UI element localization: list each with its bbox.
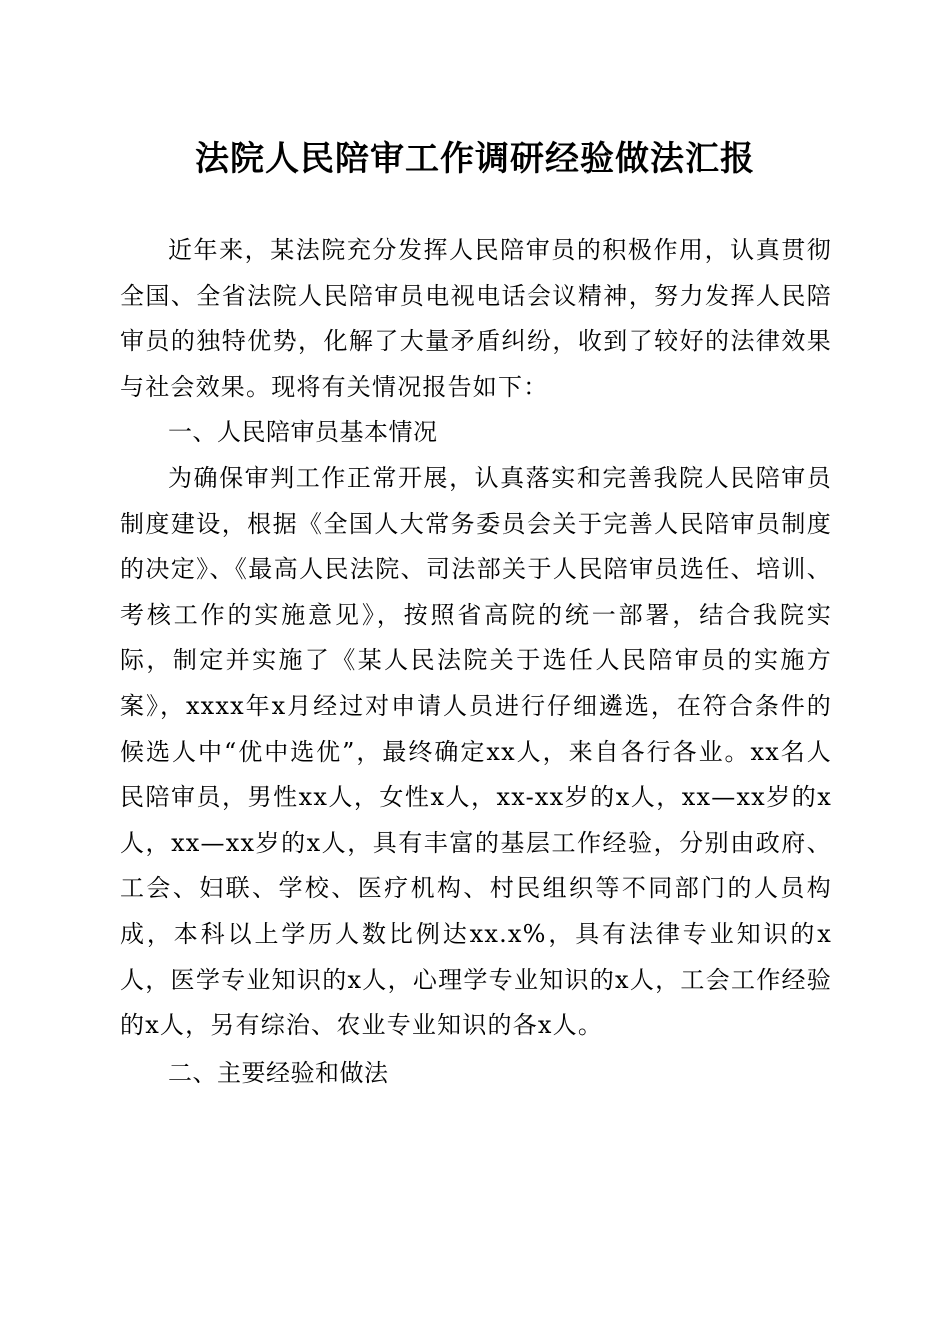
- intro-paragraph: 近年来，某法院充分发挥人民陪审员的积极作用，认真贯彻全国、全省法院人民陪审员电视电话会议精神，努力发挥人民陪审员的独特优势，化解了大量矛盾纠纷，收到了较好的法律效果与社会效果。现将有关情况报告如下：: [120, 236, 832, 401]
- section-heading-1: 一、人民陪审员基本情况: [168, 418, 438, 447]
- section-heading-2: 二、主要经验和做法: [168, 1058, 389, 1087]
- document-body: [120, 228, 832, 1096]
- section-1-paragraph: 为确保审判工作正常开展，认真落实和完善我院人民陪审员制度建设，根据《全国人大常务委员会关于完善人民陪审员制度的决定》、《最高人民法院、司法部关于人民陪审员选任、培训、考核工作的实施意见》，按照省高院的统一部署，结合我院实际，制定并实施了《某人民法院关于选任人民陪审员的实施方案》，xxxx年x月经过对申请人员进行仔细遴选，在符合条件的候选人中“优中选优”，最终确定xx人，来自各行各业。xx名人民陪审员，男性xx人，女性x人，xx-xx岁的x人，xx—xx岁的x人，xx—xx岁的x人，具有丰富的基层工作经验，分别由政府、工会、妇联、学校、医疗机构、村民组织等不同部门的人员构成，本科以上学历人数比例达xx.x%，具有法律专业知识的x人，医学专业知识的x人，心理学专业知识的x人，工会工作经验的x人，另有综治、农业专业知识的各x人。: [120, 463, 832, 1040]
- document-title: 法院人民陪审工作调研经验做法汇报: [195, 139, 755, 179]
